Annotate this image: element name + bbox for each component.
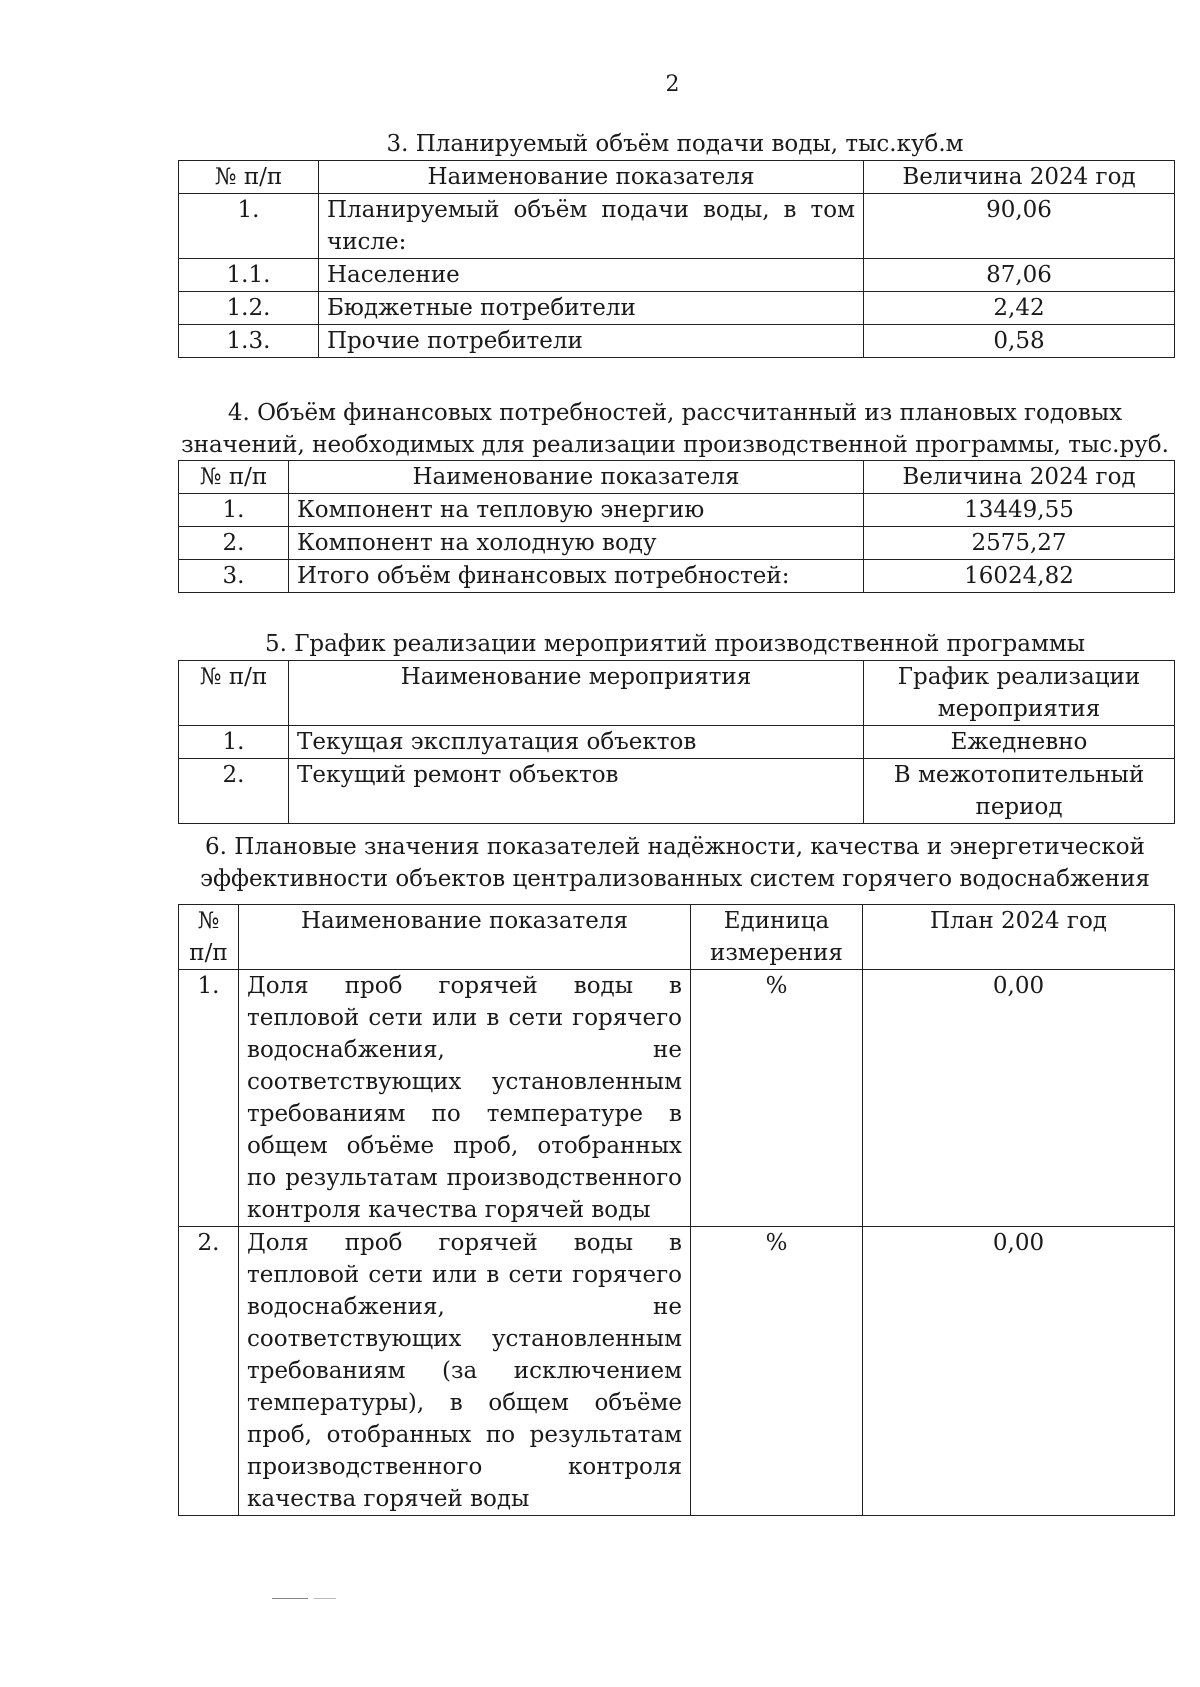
row-name: Планируемый объём подачи воды, в том числе:	[319, 194, 864, 259]
row-name: Бюджетные потребители	[319, 292, 864, 325]
column-header-number: № п/п	[179, 461, 289, 494]
section-3-title: 3. Планируемый объём подачи воды, тыс.куб.м	[386, 131, 964, 157]
row-value: 2575,27	[864, 527, 1175, 560]
page-number: 2	[665, 72, 680, 97]
table-row	[179, 560, 1175, 593]
planned-water-supply-table	[178, 160, 1175, 358]
table-row	[179, 259, 1175, 292]
column-header-plan: План 2024 год	[863, 905, 1175, 970]
row-name: Итого объём финансовых потребностей:	[289, 560, 864, 593]
column-header-value: Величина 2024 год	[864, 161, 1175, 194]
row-number: 1.	[179, 726, 289, 759]
row-value: В межотопительный период	[864, 759, 1175, 824]
column-header-number: № п/п	[179, 161, 319, 194]
row-number: 3.	[179, 560, 289, 593]
table-row	[179, 970, 1175, 1227]
table-row	[179, 759, 1175, 824]
reliability-indicators-table	[178, 904, 1175, 1516]
row-value: 87,06	[864, 259, 1175, 292]
table-row	[179, 1227, 1175, 1516]
table-header-row	[179, 661, 1175, 726]
row-name: Текущий ремонт объектов	[289, 759, 864, 824]
row-number: 1.	[179, 194, 319, 259]
column-header-unit: Единица измерения	[691, 905, 863, 970]
column-header-number: № п/п	[179, 905, 239, 970]
row-value: 90,06	[864, 194, 1175, 259]
table-row	[179, 325, 1175, 358]
table-row	[179, 726, 1175, 759]
schedule-table	[178, 660, 1175, 824]
table-row	[179, 292, 1175, 325]
row-value: 2,42	[864, 292, 1175, 325]
row-name: Доля проб горячей воды в тепловой сети или в сети горячего водоснабжения, не соответствующих установленным требованиям по температуре в общем объёме проб, отобранных по результатам производственного контроля качества горячей воды	[239, 970, 691, 1227]
row-number: 1.	[179, 970, 239, 1227]
section-4-title: 4. Объём финансовых потребностей, рассчитанный из плановых годовых значений, необходимых для реализации производственной программы, тыс.руб.	[181, 400, 1169, 458]
column-header-name: Наименование показателя	[289, 461, 864, 494]
row-value: 13449,55	[864, 494, 1175, 527]
row-value: 0,00	[863, 1227, 1175, 1516]
row-unit: %	[691, 970, 863, 1227]
row-name: Население	[319, 259, 864, 292]
row-number: 1.1.	[179, 259, 319, 292]
column-header-number: № п/п	[179, 661, 289, 726]
row-number: 1.3.	[179, 325, 319, 358]
financial-needs-table	[178, 460, 1175, 593]
row-number: 2.	[179, 759, 289, 824]
row-number: 2.	[179, 527, 289, 560]
table-header-row	[179, 161, 1175, 194]
table-header-row	[179, 461, 1175, 494]
row-number: 2.	[179, 1227, 239, 1516]
table-row	[179, 527, 1175, 560]
row-name: Прочие потребители	[319, 325, 864, 358]
row-name: Компонент на тепловую энергию	[289, 494, 864, 527]
row-value: 16024,82	[864, 560, 1175, 593]
column-header-value: Величина 2024 год	[864, 461, 1175, 494]
row-value: 0,58	[864, 325, 1175, 358]
column-header-schedule: График реализации мероприятия	[864, 661, 1175, 726]
scan-mark	[272, 1598, 308, 1599]
table-header-row	[179, 905, 1175, 970]
column-header-name: Наименование показателя	[319, 161, 864, 194]
row-value: Ежедневно	[864, 726, 1175, 759]
row-number: 1.	[179, 494, 289, 527]
row-value: 0,00	[863, 970, 1175, 1227]
table-row	[179, 494, 1175, 527]
row-name: Доля проб горячей воды в тепловой сети или в сети горячего водоснабжения, не соответствующих установленным требованиям (за исключением температуры), в общем объёме проб, отобранных по результатам производственного контроля качества горячей воды	[239, 1227, 691, 1516]
column-header-name: Наименование показателя	[239, 905, 691, 970]
table-row	[179, 194, 1175, 259]
section-5-title: 5. График реализации мероприятий производственной программы	[264, 631, 1086, 657]
row-unit: %	[691, 1227, 863, 1516]
scan-mark	[314, 1598, 336, 1599]
row-name: Текущая эксплуатация объектов	[289, 726, 864, 759]
column-header-name: Наименование мероприятия	[289, 661, 864, 726]
section-6-title: 6. Плановые значения показателей надёжности, качества и энергетической эффективности объектов централизованных систем горячего водоснабжения	[200, 834, 1150, 892]
row-name: Компонент на холодную воду	[289, 527, 864, 560]
row-number: 1.2.	[179, 292, 319, 325]
